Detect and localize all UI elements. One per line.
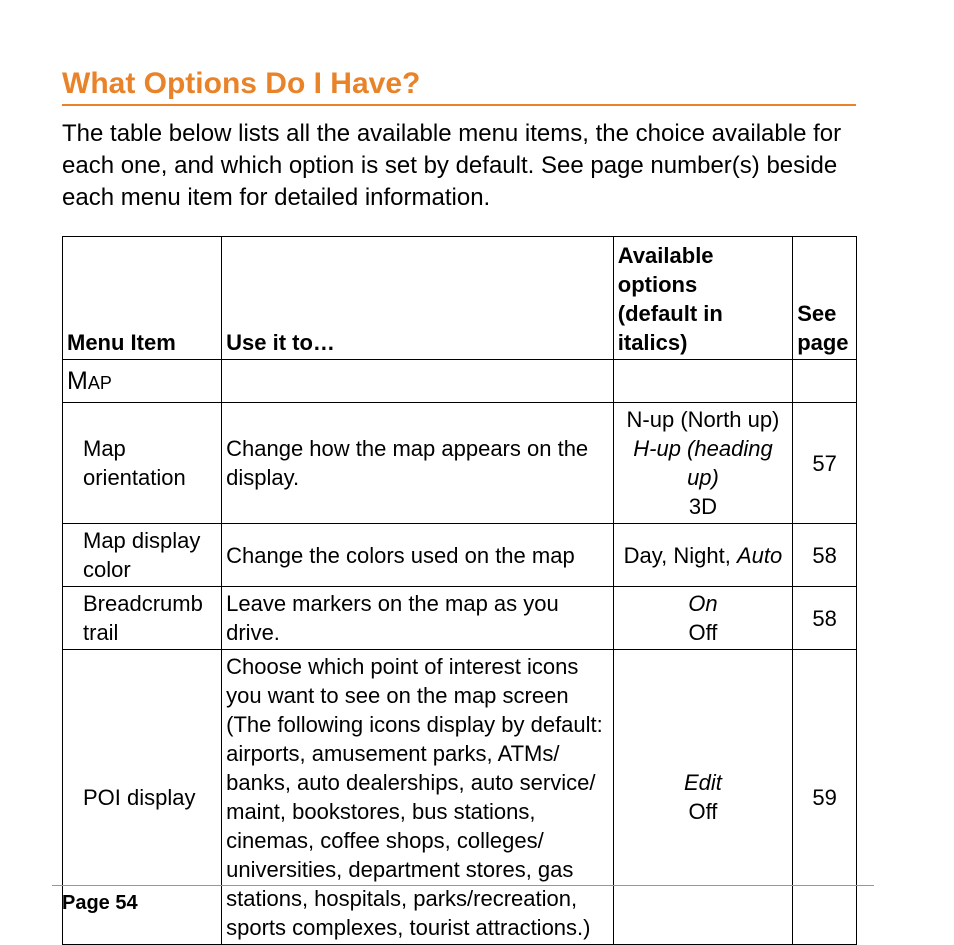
options-cell bbox=[613, 650, 792, 945]
options-cell bbox=[613, 403, 792, 524]
page-title: What Options Do I Have? bbox=[62, 66, 856, 106]
options-table bbox=[62, 236, 857, 945]
menu-item-cell: Breadcrumb trail bbox=[63, 587, 222, 650]
page-cell: 59 bbox=[793, 650, 857, 945]
section-label: Map bbox=[63, 360, 222, 403]
empty-cell bbox=[793, 360, 857, 403]
option-value: 3D bbox=[688, 494, 718, 519]
use-cell: Change the colors used on the map bbox=[222, 524, 614, 587]
table-section-row bbox=[63, 360, 857, 403]
option-value-default: Edit bbox=[684, 770, 722, 795]
table-row bbox=[63, 403, 857, 524]
table-row bbox=[63, 587, 857, 650]
option-value: Off bbox=[688, 620, 718, 645]
empty-cell bbox=[613, 360, 792, 403]
intro-paragraph: The table below lists all the available menu items, the choice available for each one, and which option is set by default. See page number(s) beside each menu item for detailed information. bbox=[62, 120, 842, 211]
use-cell: Leave markers on the map as you drive. bbox=[222, 587, 614, 650]
use-cell: Change how the map appears on the display. bbox=[222, 403, 614, 524]
table-header-row bbox=[63, 237, 857, 360]
options-cell bbox=[613, 587, 792, 650]
table-row bbox=[63, 524, 857, 587]
option-value: N-up (North up) bbox=[626, 407, 780, 432]
option-value: Off bbox=[688, 799, 718, 824]
header-page-line2: page bbox=[797, 330, 849, 355]
header-use-it-to: Use it to… bbox=[222, 237, 614, 360]
header-menu-item: Menu Item bbox=[63, 237, 222, 360]
empty-cell bbox=[222, 360, 614, 403]
page-cell: 58 bbox=[793, 524, 857, 587]
menu-item-cell: POI display bbox=[63, 650, 222, 945]
option-value-default: H-up (heading up) bbox=[633, 436, 773, 490]
menu-item-cell: Map orientation bbox=[63, 403, 222, 524]
header-options-line1: Available options bbox=[617, 243, 714, 297]
page-cell: 57 bbox=[793, 403, 857, 524]
use-cell: Choose which point of interest icons you want to see on the map screen (The following icons display by default: airports, amusement parks, ATMs/ banks, auto dealerships, auto service/ maint, bookstores, bus stations, cinemas, coffee shops, colleges/ universities, department stores, gas stations, hospitals, parks/recreation, sports complexes, tourist attractions.) bbox=[222, 650, 614, 945]
options-cell bbox=[613, 524, 792, 587]
option-value-default: Auto bbox=[736, 542, 783, 568]
page-cell: 58 bbox=[793, 587, 857, 650]
option-value-default: On bbox=[688, 591, 718, 616]
page-number: Page 54 bbox=[62, 892, 138, 914]
option-value: Day, Night, bbox=[623, 542, 737, 568]
menu-item-cell: Map display color bbox=[63, 524, 222, 587]
header-see-page bbox=[793, 237, 857, 360]
table-row bbox=[63, 650, 857, 945]
header-available-options bbox=[613, 237, 792, 360]
header-options-line2: (default in italics) bbox=[617, 301, 723, 355]
header-page-line1: See bbox=[797, 301, 837, 326]
footer-divider bbox=[52, 885, 874, 886]
